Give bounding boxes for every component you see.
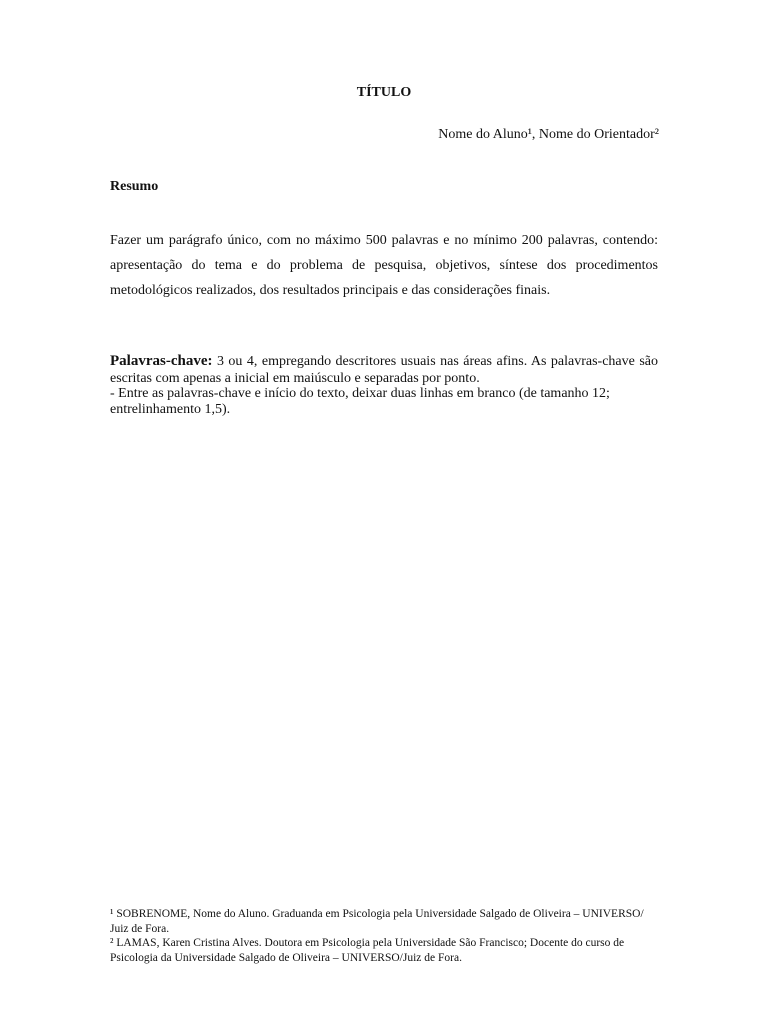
keywords-label: Palavras-chave: xyxy=(110,353,213,369)
footnote-1: ¹ SOBRENOME, Nome do Aluno. Graduanda em Psicologia pela Universidade Salgado de Oliveira – UNIVERSO/ Juiz de Fora. xyxy=(110,908,644,935)
abstract-heading: Resumo xyxy=(110,179,159,194)
keywords-paragraph xyxy=(110,353,658,387)
spacing-note: - Entre as palavras-chave e início do texto, deixar duas linhas em branco (de tamanho 12; entrelinhamento 1,5). xyxy=(110,386,610,417)
footnotes xyxy=(110,907,658,965)
author-line: Nome do Aluno¹, Nome do Orientador² xyxy=(438,127,659,142)
document-title: TÍTULO xyxy=(356,85,412,100)
footnote-2: ² LAMAS, Karen Cristina Alves. Doutora em Psicologia pela Universidade São Francisco; Docente do curso de Psicologia da Universidade Salgado de Oliveira – UNIVERSO/Juiz de Fora. xyxy=(110,937,625,964)
keywords-text: 3 ou 4, empregando descritores usuais nas áreas afins. As palavras-chave são escritas com apenas a inicial em maiúsculo e separadas por ponto. xyxy=(110,354,658,386)
abstract-paragraph: Fazer um parágrafo único, com no máximo 500 palavras e no mínimo 200 palavras, contendo: apresentação do tema e do problema de pesquisa, objetivos, síntese dos procedimentos metodológicos realizados, dos resultados principais e das considerações finais. xyxy=(110,233,658,298)
